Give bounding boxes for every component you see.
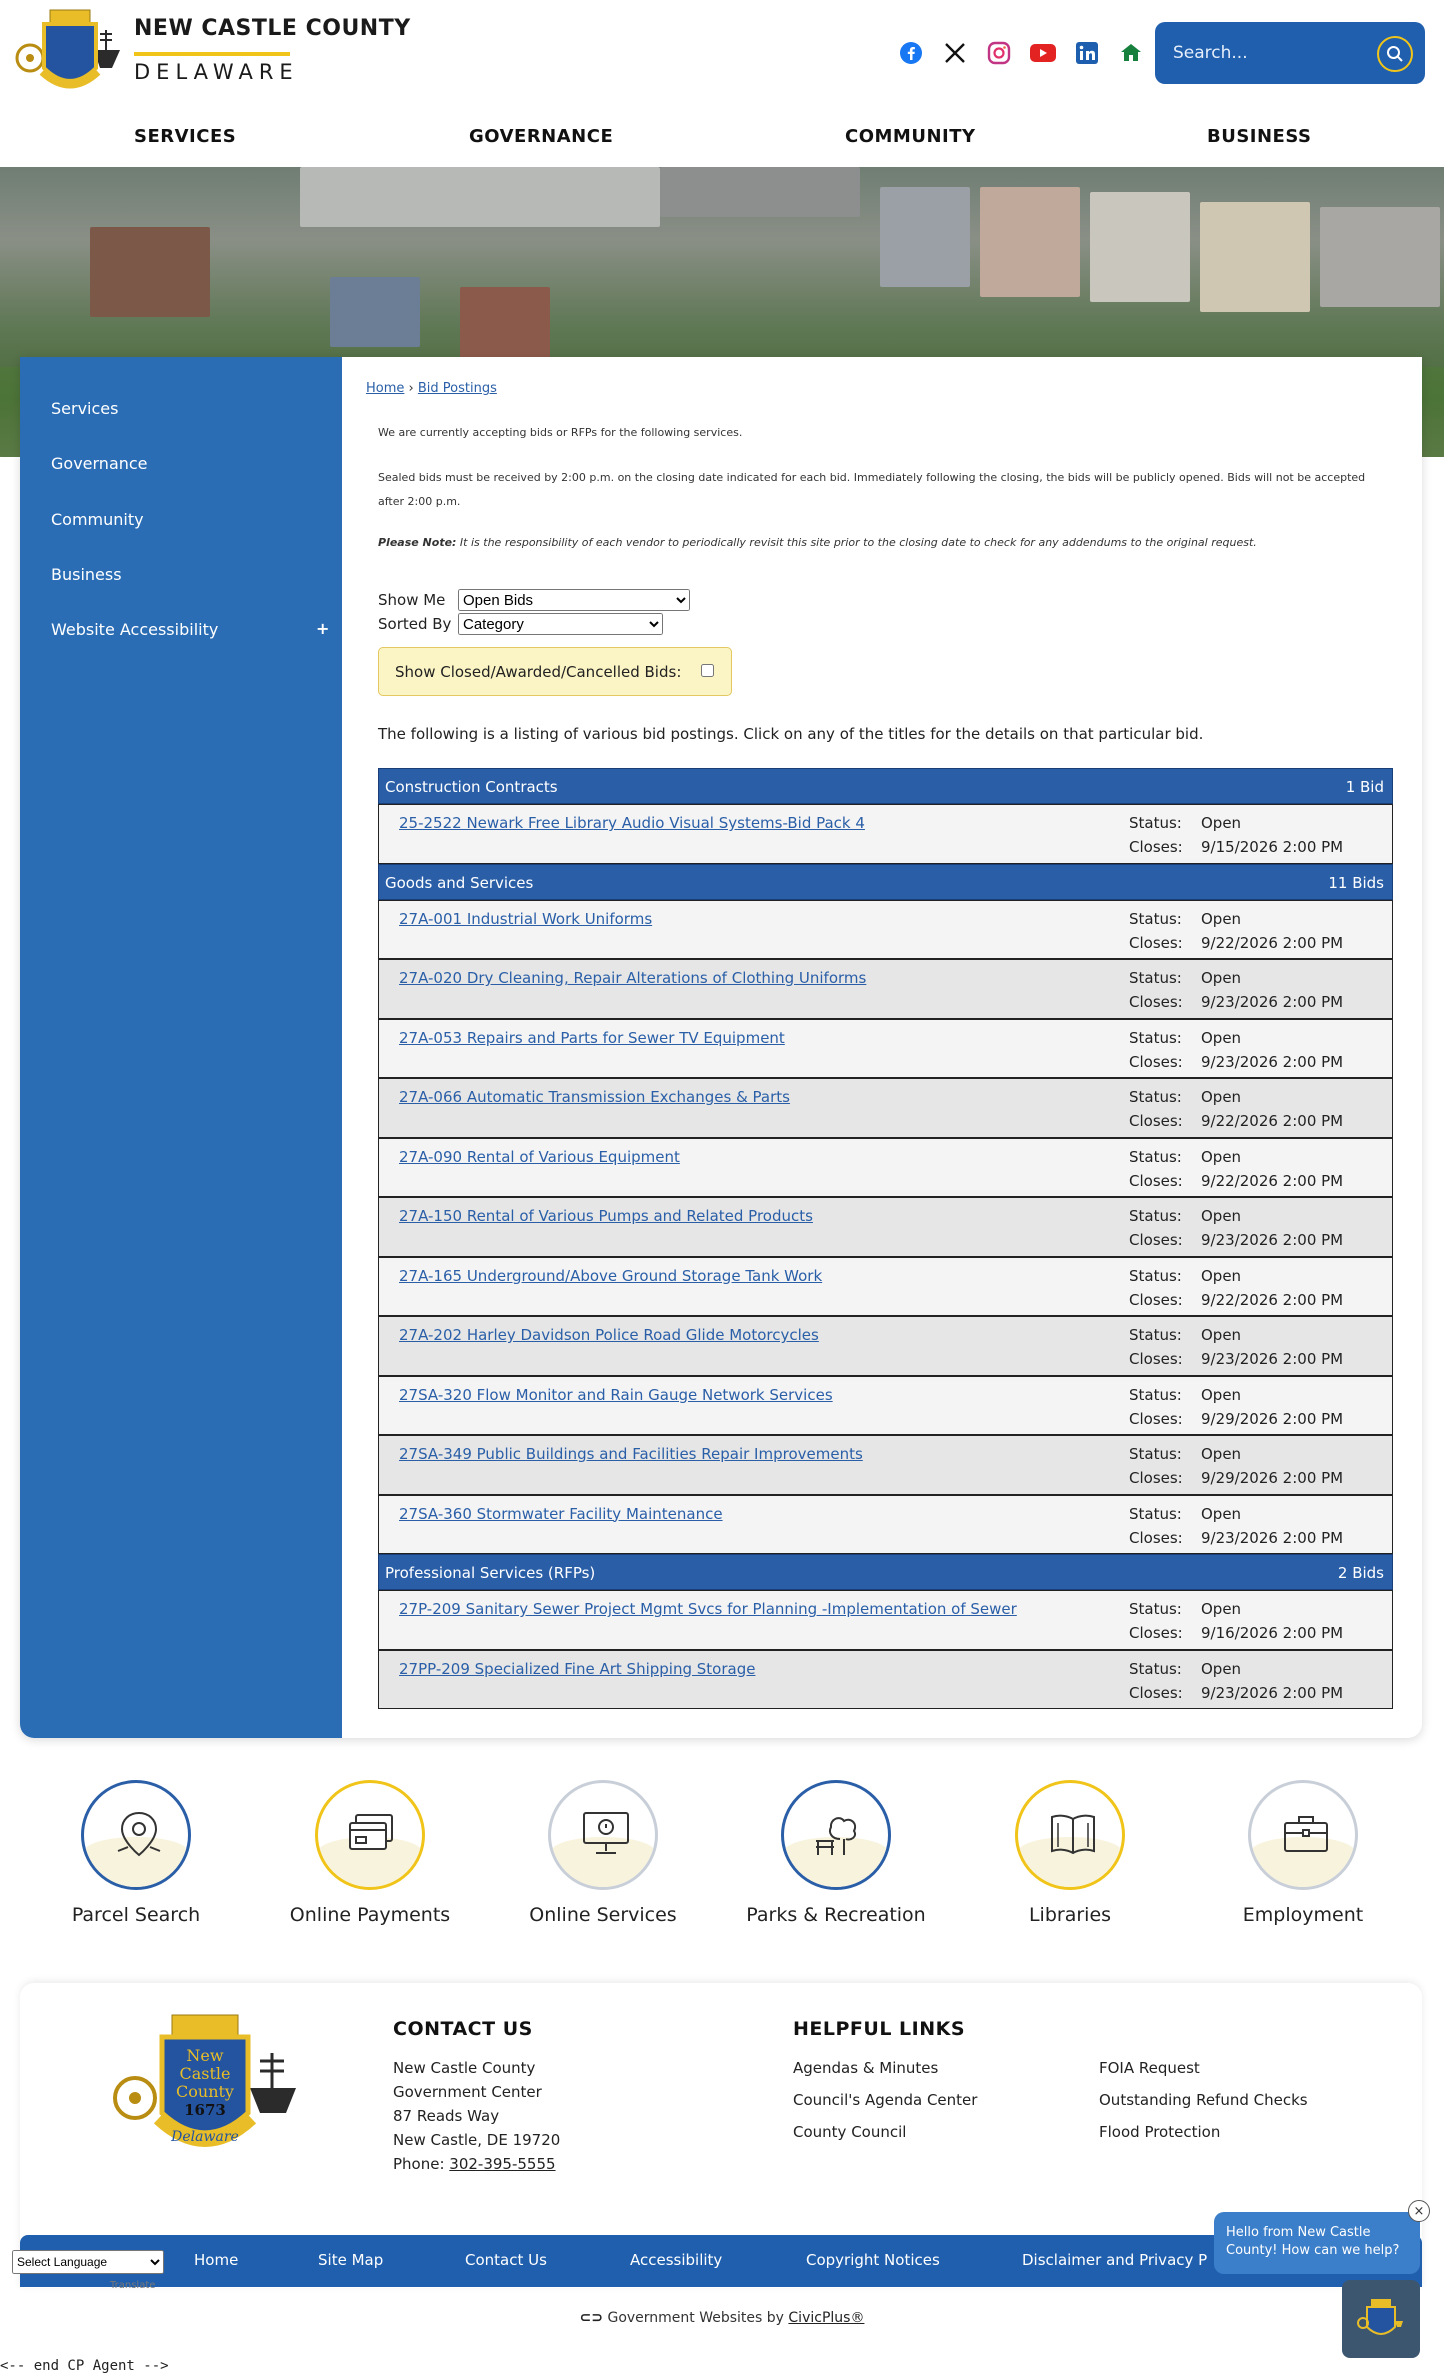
bid-row — [378, 1257, 1393, 1317]
status-label: Status: — [1129, 1326, 1182, 1344]
bid-row — [378, 804, 1393, 864]
show-me-label: Show Me — [378, 591, 446, 609]
bid-status: Open — [1201, 909, 1242, 928]
contact-heading: CONTACT US — [393, 2018, 533, 2040]
category-bid-count: 1 Bid — [1345, 778, 1384, 796]
quick-link-label: Online Payments — [289, 1904, 451, 1926]
sealed-bids-text: Sealed bids must be received by 2:00 p.m. on the closing date indicated for each bid. Immediately following the closing, the bids will be publicly opened. Bids will not be accepted after 2:00 p.m. — [378, 471, 1366, 508]
closes-label: Closes: — [1129, 1469, 1183, 1487]
bid-title-link[interactable]: 27A-001 Industrial Work Uniforms — [399, 909, 653, 928]
main-nav — [0, 118, 1444, 162]
breadcrumb-current[interactable]: Bid Postings — [417, 381, 497, 396]
status-label: Status: — [1129, 1088, 1182, 1106]
bid-status: Open — [1201, 1028, 1242, 1047]
nav-services[interactable]: SERVICES — [134, 126, 237, 147]
nav-community[interactable]: COMMUNITY — [845, 126, 976, 147]
county-seal-logo[interactable] — [14, 6, 126, 98]
instagram-icon[interactable] — [986, 40, 1012, 66]
chat-close-button[interactable]: × — [1408, 2200, 1430, 2222]
breadcrumb-separator: › — [408, 381, 414, 396]
social-links — [898, 40, 1144, 66]
sidebar-item-community[interactable]: Community — [51, 510, 144, 529]
sidebar-item-governance[interactable]: Governance — [51, 454, 148, 473]
nav-business[interactable]: BUSINESS — [1207, 126, 1312, 147]
bid-status: Open — [1201, 1445, 1242, 1463]
footer-nav-disclaimer[interactable]: Disclaimer and Privacy P — [1022, 2251, 1208, 2269]
bid-closes: 9/23/2026 2:00 PM — [1201, 1052, 1344, 1071]
contact-line: New Castle, DE 19720 — [393, 2131, 561, 2149]
quick-link-label: Employment — [1242, 1904, 1364, 1926]
site-state: DELAWARE — [134, 60, 299, 84]
quick-link-label: Parks & Recreation — [746, 1904, 926, 1926]
facebook-icon[interactable] — [898, 40, 924, 66]
bid-closes: 9/23/2026 2:00 PM — [1201, 993, 1344, 1011]
footer-link-flood-protection[interactable]: Flood Protection — [1099, 2123, 1221, 2141]
quick-link-label: Online Services — [529, 1904, 677, 1926]
bid-row — [378, 1197, 1393, 1257]
bid-closes: 9/29/2026 2:00 PM — [1201, 1409, 1344, 1428]
closes-label: Closes: — [1129, 1171, 1183, 1190]
please-note-text: It is the responsibility of each vendor to periodically revisit this site prior to the closing date to check for any addendums to the original request. — [456, 536, 1257, 549]
search-box — [1155, 22, 1425, 84]
bid-row — [378, 1495, 1393, 1555]
closes-label: Closes: — [1129, 1350, 1183, 1368]
bid-closes: 9/23/2026 2:00 PM — [1201, 1350, 1344, 1368]
footer-nav-copyright[interactable]: Copyright Notices — [806, 2251, 940, 2269]
sidebar-item-website-accessibility[interactable]: Website Accessibility — [51, 620, 219, 639]
bid-listing-table — [378, 768, 1393, 1709]
status-label: Status: — [1129, 1207, 1182, 1225]
quick-link-online-payments[interactable] — [270, 1780, 470, 1926]
contact-phone — [393, 2155, 556, 2173]
bid-row — [378, 1019, 1393, 1079]
intro-text: We are currently accepting bids or RFPs for the following services. — [378, 426, 743, 439]
bid-title-link[interactable]: 27P-209 Sanitary Sewer Project Mgmt Svcs for Planning -Implementation of Sewer — [399, 1600, 1017, 1618]
bid-row — [378, 1376, 1393, 1436]
status-label: Status: — [1129, 1600, 1182, 1618]
quick-link-circle — [1248, 1780, 1358, 1890]
category-name: Goods and Services — [385, 873, 534, 892]
bid-status: Open — [1201, 1326, 1242, 1344]
bid-row — [378, 1435, 1393, 1495]
status-label: Status: — [1129, 1385, 1182, 1404]
picnic-tree-icon — [814, 1809, 864, 1859]
footer-link-council-agenda[interactable]: Council's Agenda Center — [793, 2091, 978, 2109]
sidebar-item-services[interactable]: Services — [51, 399, 119, 418]
quick-link-label: Parcel Search — [71, 1904, 201, 1926]
quick-link-parcel-search[interactable] — [36, 1780, 236, 1926]
closes-label: Closes: — [1129, 838, 1183, 856]
footer-nav-home[interactable]: Home — [194, 2251, 239, 2269]
show-closed-checkbox[interactable] — [701, 664, 714, 677]
bid-row — [378, 1138, 1393, 1198]
search-icon — [1386, 45, 1404, 63]
status-label: Status: — [1129, 1445, 1182, 1463]
bid-status: Open — [1201, 1088, 1242, 1106]
category-name: Construction Contracts — [385, 778, 558, 796]
footer-nav-contact-us[interactable]: Contact Us — [465, 2251, 547, 2269]
footer-logo-text-new: New — [186, 2046, 224, 2065]
status-label: Status: — [1129, 1504, 1182, 1523]
quick-link-circle — [81, 1780, 191, 1890]
bid-status: Open — [1201, 1266, 1242, 1285]
civicplus-credit — [0, 2310, 1444, 2326]
breadcrumb — [366, 381, 497, 396]
status-label: Status: — [1129, 1659, 1182, 1678]
category-header — [378, 864, 1393, 900]
bid-title-link[interactable]: 27A-150 Rental of Various Pumps and Related Products — [399, 1207, 813, 1225]
bid-closes: 9/23/2026 2:00 PM — [1201, 1528, 1344, 1547]
sorted-by-label: Sorted By — [378, 615, 452, 633]
breadcrumb-home[interactable]: Home — [366, 381, 405, 396]
bid-status: Open — [1201, 1504, 1242, 1523]
bid-title-link[interactable]: 27A-066 Automatic Transmission Exchanges & Parts — [399, 1088, 790, 1106]
bid-closes: 9/22/2026 2:00 PM — [1201, 933, 1344, 952]
search-input[interactable] — [1173, 39, 1363, 67]
bid-closes: 9/15/2026 2:00 PM — [1201, 838, 1344, 856]
footer-nav — [20, 2235, 1422, 2287]
closes-label: Closes: — [1129, 1231, 1183, 1249]
expand-plus-icon[interactable]: + — [316, 619, 330, 638]
bid-status: Open — [1201, 1147, 1242, 1166]
category-header — [378, 1554, 1393, 1590]
bid-row — [378, 959, 1393, 1019]
footer-link-county-council[interactable]: County Council — [793, 2123, 907, 2141]
quick-links — [0, 1780, 1444, 1950]
bid-title-link[interactable]: 27PP-209 Specialized Fine Art Shipping Storage — [399, 1659, 756, 1678]
status-label: Status: — [1129, 814, 1182, 832]
bid-row — [378, 1650, 1393, 1710]
listing-intro: The following is a listing of various bid postings. Click on any of the titles for the details on that particular bid. — [378, 725, 1204, 743]
search-button[interactable] — [1377, 36, 1413, 72]
quick-link-parks-recreation[interactable] — [736, 1780, 936, 1926]
footer-logo-text-castle: Castle — [179, 2064, 231, 2083]
category-name: Professional Services (RFPs) — [385, 1564, 596, 1582]
youtube-icon[interactable] — [1030, 40, 1056, 66]
bid-closes: 9/22/2026 2:00 PM — [1201, 1112, 1344, 1130]
briefcase-icon — [1281, 1809, 1331, 1859]
site-header — [0, 0, 1444, 167]
bid-closes: 9/22/2026 2:00 PM — [1201, 1290, 1344, 1309]
quick-link-employment[interactable] — [1203, 1780, 1403, 1926]
bid-closes: 9/29/2026 2:00 PM — [1201, 1469, 1344, 1487]
please-note-label: Please Note: — [378, 536, 457, 549]
closes-label: Closes: — [1129, 1624, 1183, 1642]
status-label: Status: — [1129, 909, 1182, 928]
bid-row — [378, 1078, 1393, 1138]
phone-label: Phone: — [393, 2155, 450, 2173]
quick-link-circle — [781, 1780, 891, 1890]
bid-closes: 9/23/2026 2:00 PM — [1201, 1683, 1344, 1702]
site-name-underline — [134, 52, 290, 56]
please-note — [378, 531, 1378, 555]
translate-label: Translate — [110, 2280, 156, 2291]
show-closed-label: Show Closed/Awarded/Cancelled Bids: — [395, 663, 682, 681]
bid-status: Open — [1201, 1385, 1242, 1404]
quick-link-label: Libraries — [1028, 1904, 1112, 1926]
bid-closes: 9/22/2026 2:00 PM — [1201, 1171, 1344, 1190]
show-me-select[interactable] — [458, 589, 690, 611]
bid-row — [378, 900, 1393, 960]
sidebar-item-business[interactable]: Business — [51, 565, 122, 584]
category-bid-count: 11 Bids — [1328, 873, 1384, 892]
payment-card-icon — [348, 1809, 398, 1859]
bid-row — [378, 1316, 1393, 1376]
main-content — [342, 357, 1422, 1738]
chat-seal-icon — [1357, 2295, 1405, 2343]
sorted-by-select[interactable] — [458, 613, 663, 635]
contact-line: 87 Reads Way — [393, 2107, 500, 2125]
helpful-links-heading: HELPFUL LINKS — [793, 2018, 966, 2040]
category-bid-count: 2 Bids — [1337, 1564, 1384, 1582]
footer-nav-accessibility[interactable]: Accessibility — [630, 2251, 723, 2269]
footer-link-agendas[interactable]: Agendas & Minutes — [793, 2059, 939, 2077]
cp-agent-comment-text: <-- end CP Agent --> — [0, 2358, 169, 2374]
bid-row — [378, 1590, 1393, 1650]
bid-title-link[interactable]: 27A-053 Repairs and Parts for Sewer TV Equipment — [399, 1028, 785, 1047]
computer-monitor-icon — [581, 1809, 631, 1859]
quick-link-circle — [315, 1780, 425, 1890]
bid-title-link[interactable]: 27A-090 Rental of Various Equipment — [399, 1147, 680, 1166]
bid-title-link[interactable]: 27A-165 Underground/Above Ground Storage Tank Work — [399, 1266, 823, 1285]
show-closed-filter — [378, 647, 732, 696]
quick-link-circle — [1015, 1780, 1125, 1890]
open-book-icon — [1048, 1809, 1098, 1859]
status-label: Status: — [1129, 969, 1182, 987]
sidebar — [20, 357, 342, 1738]
closes-label: Closes: — [1129, 1052, 1183, 1071]
bid-status: Open — [1201, 1600, 1242, 1618]
footer-link-refund-checks[interactable]: Outstanding Refund Checks — [1099, 2091, 1308, 2109]
bid-status: Open — [1201, 1659, 1242, 1678]
civicplus-link[interactable]: CivicPlus® — [788, 2310, 865, 2326]
closes-label: Closes: — [1129, 1683, 1183, 1702]
closes-label: Closes: — [1129, 1290, 1183, 1309]
bid-title-link[interactable]: 27SA-349 Public Buildings and Facilities Repair Improvements — [399, 1445, 863, 1463]
bid-title-link[interactable]: 27A-202 Harley Davidson Police Road Glide Motorcycles — [399, 1326, 819, 1344]
credit-prefix: Government Websites by — [607, 2310, 789, 2326]
bid-title-link[interactable]: 27SA-360 Stormwater Facility Maintenance — [399, 1504, 723, 1523]
x-icon[interactable] — [942, 40, 968, 66]
quick-link-libraries[interactable] — [970, 1780, 1170, 1926]
nextdoor-icon[interactable] — [1118, 40, 1144, 66]
bid-closes: 9/23/2026 2:00 PM — [1201, 1231, 1344, 1249]
status-label: Status: — [1129, 1028, 1182, 1047]
language-select[interactable] — [12, 2250, 164, 2274]
contact-line: New Castle County — [393, 2059, 536, 2077]
civicplus-icon: ⊂⊃ — [579, 2310, 604, 2326]
closes-label: Closes: — [1129, 1112, 1183, 1130]
quick-link-online-services[interactable] — [503, 1780, 703, 1926]
bid-status: Open — [1201, 969, 1242, 987]
closes-label: Closes: — [1129, 993, 1183, 1011]
content-card — [20, 357, 1422, 1738]
linkedin-icon[interactable] — [1074, 40, 1100, 66]
bid-title-link[interactable]: 25-2522 Newark Free Library Audio Visual Systems-Bid Pack 4 — [399, 814, 865, 832]
map-pin-icon — [114, 1809, 164, 1859]
closes-label: Closes: — [1129, 1409, 1183, 1428]
bid-status: Open — [1201, 814, 1242, 832]
status-label: Status: — [1129, 1266, 1182, 1285]
chat-greeting-bubble[interactable]: Hello from New Castle County! How can we help? — [1214, 2212, 1420, 2274]
nav-governance[interactable]: GOVERNANCE — [469, 126, 614, 147]
bid-status: Open — [1201, 1207, 1242, 1225]
chat-agent-button[interactable] — [1342, 2280, 1420, 2358]
bid-title-link[interactable]: 27SA-320 Flow Monitor and Rain Gauge Network Services — [399, 1385, 833, 1404]
footer-nav-site-map[interactable]: Site Map — [318, 2251, 384, 2269]
closes-label: Closes: — [1129, 1528, 1183, 1547]
bid-title-link[interactable]: 27A-020 Dry Cleaning, Repair Alterations of Clothing Uniforms — [399, 969, 867, 987]
status-label: Status: — [1129, 1147, 1182, 1166]
closes-label: Closes: — [1129, 933, 1183, 952]
site-name[interactable]: NEW CASTLE COUNTY — [134, 16, 411, 41]
contact-line: Government Center — [393, 2083, 542, 2101]
footer-logo-text-year: 1673 — [184, 2101, 226, 2119]
quick-link-circle — [548, 1780, 658, 1890]
footer-logo-text-county: County — [176, 2082, 234, 2101]
footer-logo-text-delaware: Delaware — [171, 2129, 239, 2145]
phone-link[interactable]: 302-395-5555 — [449, 2155, 556, 2173]
bid-closes: 9/16/2026 2:00 PM — [1201, 1624, 1344, 1642]
footer-county-seal-logo[interactable] — [110, 2013, 300, 2163]
footer-link-foia[interactable]: FOIA Request — [1099, 2059, 1200, 2077]
category-header — [378, 768, 1393, 804]
